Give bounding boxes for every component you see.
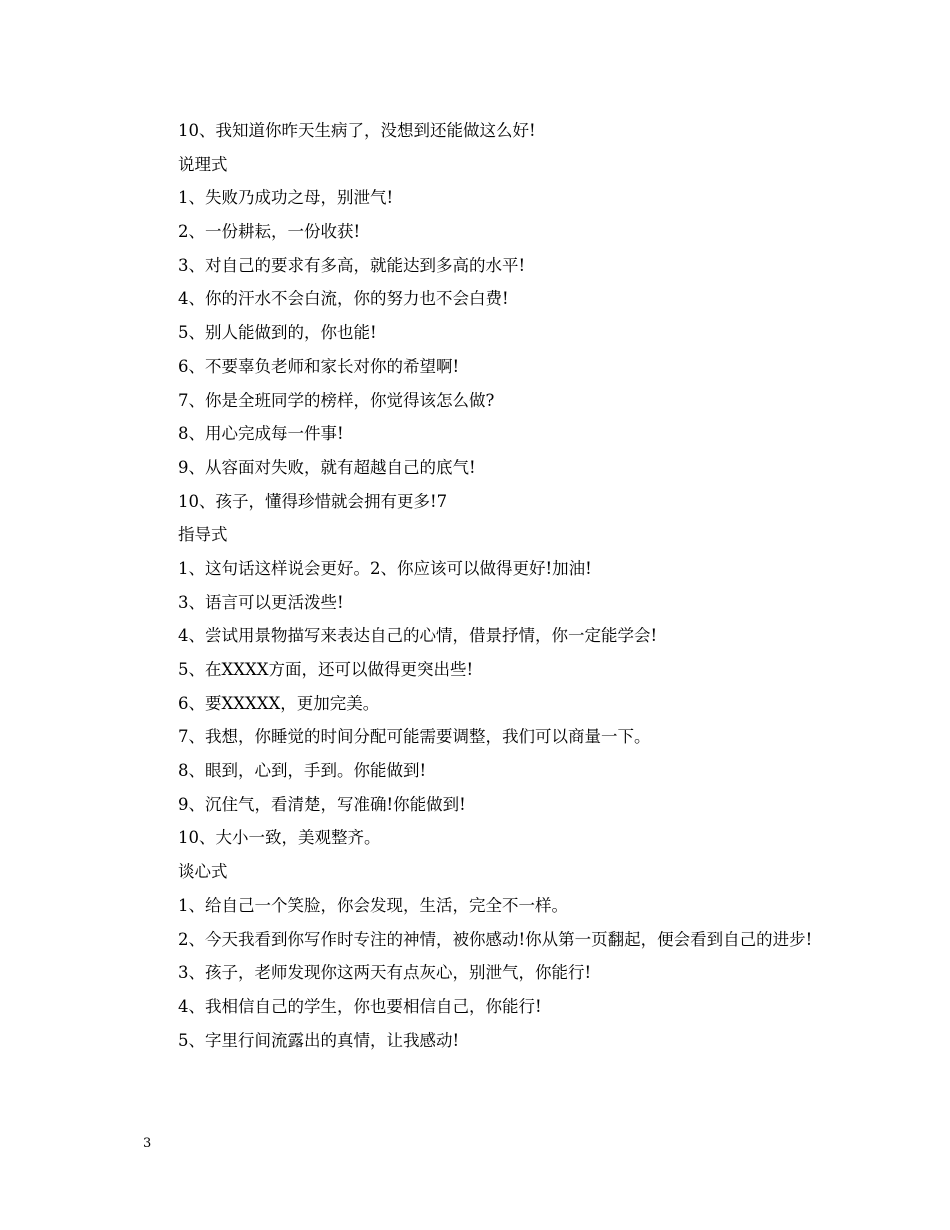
text-line: 1、这句话这样说会更好。2、你应该可以做得更好!加油! (178, 558, 592, 578)
text-line: 10、孩子，懂得珍惜就会拥有更多!7 (178, 491, 448, 511)
text-line: 1、给自己一个笑脸，你会发现，生活，完全不一样。 (178, 895, 568, 915)
text-line: 7、我想，你睡觉的时间分配可能需要调整，我们可以商量一下。 (178, 727, 651, 747)
section-heading: 指导式 (178, 525, 228, 545)
section-heading: 说理式 (178, 154, 228, 174)
text-line: 5、字里行间流露出的真情，让我感动! (178, 1030, 460, 1050)
text-line: 5、别人能做到的，你也能! (178, 323, 377, 343)
text-line: 4、尝试用景物描写来表达自己的心情，借景抒情，你一定能学会! (178, 626, 658, 646)
text-paragraph: 2、今天我看到你写作时专注的神情，被你感动!你从第一页翻起，便会看到自己的进步! (178, 929, 813, 949)
text-line: 9、沉住气，看清楚，写准确!你能做到! (178, 794, 466, 814)
text-line: 8、用心完成每一件事! (178, 424, 344, 444)
text-line: 3、孩子，老师发现你这两天有点灰心，别泄气，你能行! (178, 963, 592, 983)
text-line: 8、眼到，心到，手到。你能做到! (178, 761, 427, 781)
text-line: 9、从容面对失败，就有超越自己的底气! (178, 457, 476, 477)
section-heading: 谈心式 (178, 862, 228, 882)
page-number: 3 (143, 1136, 152, 1151)
text-line: 7、你是全班同学的榜样，你觉得该怎么做? (178, 390, 495, 410)
text-line: 3、语言可以更活泼些! (178, 592, 344, 612)
text-line: 6、要XXXXX，更加完美。 (178, 693, 380, 713)
document-body (143, 114, 823, 1057)
text-line: 10、大小一致，美观整齐。 (178, 828, 381, 848)
text-line: 6、不要辜负老师和家长对你的希望啊! (178, 356, 460, 376)
text-line: 4、你的汗水不会白流，你的努力也不会白费! (178, 289, 509, 309)
text-line: 10、我知道你昨天生病了，没想到还能做这么好! (178, 121, 536, 140)
text-line: 2、一份耕耘，一份收获! (178, 222, 361, 242)
text-line: 5、在XXXX方面，还可以做得更突出些! (178, 660, 474, 679)
text-line: 1、失败乃成功之母，别泄气! (178, 188, 394, 208)
text-line: 3、对自己的要求有多高，就能达到多高的水平! (178, 255, 526, 275)
text-line: 4、我相信自己的学生，你也要相信自己，你能行! (178, 996, 542, 1016)
